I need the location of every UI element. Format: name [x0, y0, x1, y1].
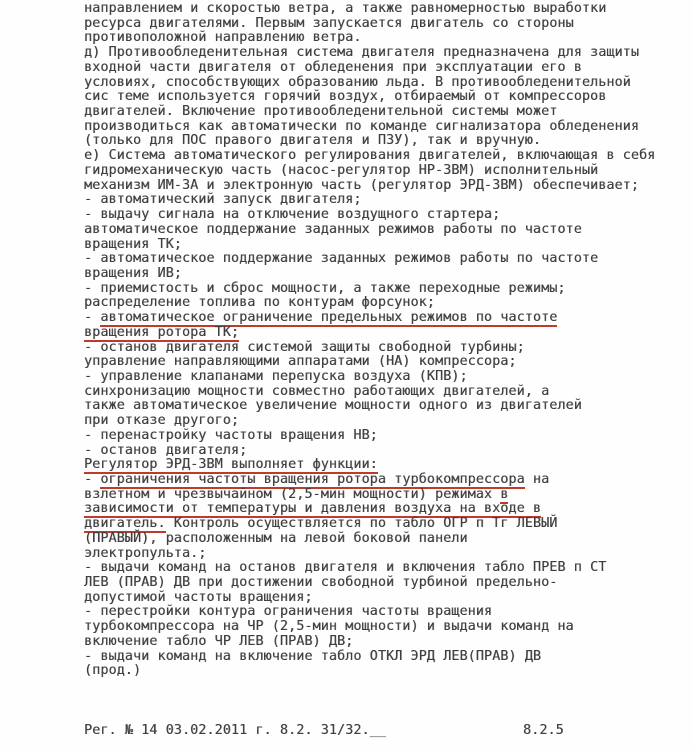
text-line	[84, 134, 655, 149]
text-segment: - выдачу сигнала на отключение воздущного стартера;	[84, 207, 501, 223]
text-line	[84, 664, 655, 679]
text-line	[84, 193, 655, 208]
text-segment: при отказе другого;	[84, 413, 240, 429]
footer-section-number: 8.2.5	[523, 723, 564, 738]
text-segment: сис теме используется горячий воздух, отбираемый от компрессоров	[84, 89, 607, 105]
text-line	[84, 164, 655, 179]
text-segment: взлетном и чрезвычайном (2,5-мин мощности) режимах	[84, 486, 501, 502]
text-line	[84, 238, 655, 253]
text-line	[84, 46, 655, 61]
text-segment: вращения ТК;	[84, 236, 182, 252]
red-underline-text: Регулятор ЭРД-3ВМ выполняет функции:	[84, 457, 378, 473]
text-line	[84, 444, 655, 459]
text-line	[84, 149, 655, 164]
red-underline-text: зависимости от температуры и давления воздуха на входе в	[84, 501, 542, 517]
text-line	[84, 429, 655, 444]
text-line	[84, 90, 655, 105]
text-segment: входной части двигателя от обледенения при эксплуатации его в	[84, 59, 582, 75]
text-segment: - выдачи команд на включение табло ОТКЛ ЭРД ЛЕВ(ПРАВ) ДВ	[84, 648, 542, 664]
text-segment: допустимой частоты вращения;	[84, 589, 313, 605]
text-line	[84, 635, 655, 650]
text-segment: - перенастройку частоты вращения НВ;	[84, 427, 378, 443]
text-line	[84, 326, 655, 341]
text-segment: (только для ПОС правого двигателя и ПЗУ), так и вручную.	[84, 133, 542, 149]
text-segment: - останов двигателя системой защиты свободной турбины;	[84, 339, 525, 355]
red-underline-text: вращения ротора ТК;	[84, 324, 240, 340]
text-line	[84, 208, 655, 223]
red-underline-text: в	[500, 486, 509, 502]
text-segment: - автоматическое поддержание заданных режимов работы по частоте	[84, 251, 599, 267]
document-text	[84, 2, 655, 679]
text-segment: д) Противообледенительная система двигателя предназначена для защиты	[84, 45, 640, 61]
text-segment: - управление клапанами перепуска воздуха (КПВ);	[84, 368, 468, 384]
text-line	[84, 31, 655, 46]
text-segment: - останов двигателя;	[84, 442, 248, 458]
text-line	[84, 576, 655, 591]
text-line	[84, 120, 655, 135]
text-segment: турбокомпрессора на ЧР (2,5-мин мощности) и выдачи команд на	[84, 619, 574, 635]
text-segment: (прод.)	[84, 663, 142, 679]
text-line	[84, 311, 655, 326]
text-line	[84, 223, 655, 238]
text-segment: на	[524, 472, 550, 487]
text-line	[84, 61, 655, 76]
text-segment: производиться как автоматически по команде сигнализатора обледенения	[84, 118, 640, 134]
text-line	[84, 296, 655, 311]
text-line	[84, 458, 655, 473]
text-segment: - автоматический запуск двигателя;	[84, 192, 362, 208]
text-segment: Контроль осуществляется по табло ОГР п Тг ЛЕВЫЙ	[165, 516, 558, 532]
text-line	[84, 473, 655, 488]
text-segment: (ПРАВЫЙ), расположенным на левой боковой панели	[84, 530, 468, 546]
red-underline-text: ограничения частоты вращения ротора турбокомпрессора	[100, 472, 525, 487]
text-segment: ресурса двигателями. Первым запускается двигатель со стороны	[84, 15, 574, 31]
text-segment: гидромеханическую часть (насос-регулятор НР-3ВМ) исполнительный	[84, 162, 599, 178]
footer-registration-info: Рег. № 14 03.02.2011 г. 8.2. 31/32.__	[84, 723, 386, 738]
text-line	[84, 561, 655, 576]
text-segment: механизм ИМ-3А и электронную часть (регулятор ЭРД-3ВМ) обеспечивает;	[84, 177, 640, 193]
text-line	[84, 488, 655, 503]
text-line	[84, 532, 655, 547]
text-line	[84, 414, 655, 429]
text-line	[84, 105, 655, 120]
text-line	[84, 517, 655, 532]
text-line	[84, 502, 655, 517]
text-segment: включение табло ЧР ЛЕВ (ПРАВ) ДВ;	[84, 633, 354, 649]
text-segment: двигателей. Включение противообледенительной системы может	[84, 104, 558, 120]
red-underline-text: двигатель.	[84, 516, 166, 532]
text-segment: также автоматическое увеличение мощности одного из двигателей	[84, 398, 582, 414]
text-line	[84, 341, 655, 356]
text-segment: - перестройки контура ограничения частоты вращения	[84, 604, 493, 620]
text-segment: электропульта.;	[84, 545, 207, 561]
text-line	[84, 547, 655, 562]
page-footer	[0, 723, 692, 741]
text-segment: -	[84, 310, 101, 326]
text-line	[84, 620, 655, 635]
text-segment: противоположной направлению ветра.	[84, 30, 362, 46]
text-line	[84, 179, 655, 194]
text-line	[84, 355, 655, 370]
text-line	[84, 252, 655, 267]
text-line	[84, 385, 655, 400]
text-segment: -	[84, 472, 101, 487]
text-segment: направлением и скоростью ветра, а также равномерностью выработки	[84, 1, 607, 16]
text-line	[84, 370, 655, 385]
text-line	[84, 17, 655, 32]
text-segment: условиях, способствующих образованию льда. В противообледенительной	[84, 74, 631, 90]
text-segment: управление направляющими аппаратами (НА) компрессора;	[84, 354, 517, 370]
text-segment: е) Система автоматического регулирования двигателей, включающая в себя	[84, 148, 656, 164]
text-line	[84, 2, 655, 17]
text-line	[84, 76, 655, 91]
text-line	[84, 650, 655, 665]
text-line	[84, 267, 655, 282]
text-segment: вращения ИВ;	[84, 265, 182, 281]
text-segment: автоматическое поддержание заданных режимов работы по частоте	[84, 221, 582, 237]
text-segment: - выдачи команд на останов двигателя и включения табло ПРЕВ п СТ	[84, 560, 607, 576]
text-line	[84, 591, 655, 606]
red-underline-text: автоматическое ограничение предельных режимов по частоте	[100, 310, 558, 326]
text-segment: распределение топлива по контурам форсунок;	[84, 295, 435, 311]
text-segment: ЛЕВ (ПРАВ) ДВ при достижении свободной турбиной предельно-	[84, 575, 558, 591]
text-segment: - приемистость и сброс мощности, а также переходные режимы;	[84, 280, 566, 296]
text-line	[84, 282, 655, 297]
text-line	[84, 605, 655, 620]
text-segment: синхронизацию мощности совместно работающих двигателей, а	[84, 383, 550, 399]
text-line	[84, 399, 655, 414]
